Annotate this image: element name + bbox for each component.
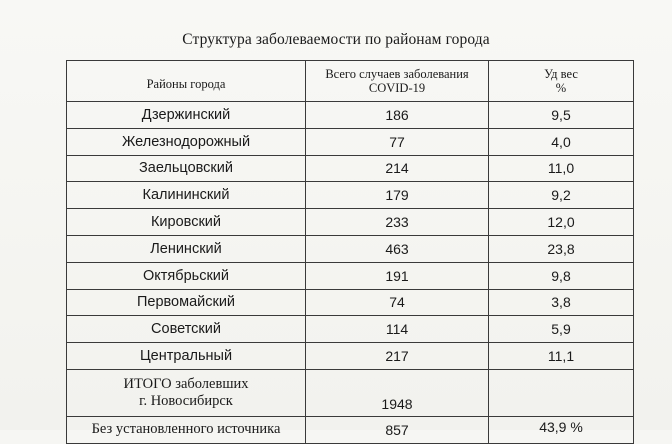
unknown-source-share-cell: 43,9 % [489,416,634,443]
table-row [67,316,634,343]
cases-cell: 217 [306,343,489,370]
share-cell: 3,8 [489,289,634,316]
table-row [67,235,634,262]
cases-cell: 233 [306,209,489,236]
district-cell: Дзержинский [67,102,306,129]
district-cell: Калининский [67,182,306,209]
table-row [67,128,634,155]
table-header-row [67,61,634,102]
share-cell: 9,2 [489,182,634,209]
share-cell: 11,0 [489,155,634,182]
header-cases: Всего случаев заболевания COVID-19 [306,61,489,102]
district-cell: Центральный [67,343,306,370]
cases-cell: 74 [306,289,489,316]
cases-cell: 214 [306,155,489,182]
district-cell: Кировский [67,209,306,236]
share-cell: 12,0 [489,209,634,236]
cases-cell: 77 [306,128,489,155]
cases-cell: 114 [306,316,489,343]
table-row [67,102,634,129]
page-title: Структура заболеваемости по районам города [182,31,490,48]
table-row [67,155,634,182]
district-cell: Заельцовский [67,155,306,182]
share-cell: 9,5 [489,102,634,129]
total-label-cell: ИТОГО заболевших г. Новосибирск [67,369,306,416]
share-cell: 4,0 [489,128,634,155]
unknown-source-cases-cell: 857 [306,416,489,443]
district-cell: Октябрьский [67,262,306,289]
table-row [67,262,634,289]
total-row [67,369,634,416]
district-cell: Первомайский [67,289,306,316]
district-cell: Ленинский [67,235,306,262]
cases-cell: 191 [306,262,489,289]
share-cell: 23,8 [489,235,634,262]
cases-cell: 463 [306,235,489,262]
total-cases-cell: 1948 [306,369,489,416]
header-district: Районы города [67,61,306,102]
district-cell: Железнодорожный [67,128,306,155]
header-share: Уд вес % [489,61,634,102]
cases-cell: 179 [306,182,489,209]
table-row [67,182,634,209]
unknown-source-label-cell: Без установленного источника [67,416,306,443]
table-row [67,209,634,236]
share-cell: 11,1 [489,343,634,370]
share-cell: 9,8 [489,262,634,289]
total-share-cell [489,369,634,416]
table-row [67,343,634,370]
morbidity-table [66,60,634,444]
share-cell: 5,9 [489,316,634,343]
table-row [67,289,634,316]
district-cell: Советский [67,316,306,343]
cases-cell: 186 [306,102,489,129]
